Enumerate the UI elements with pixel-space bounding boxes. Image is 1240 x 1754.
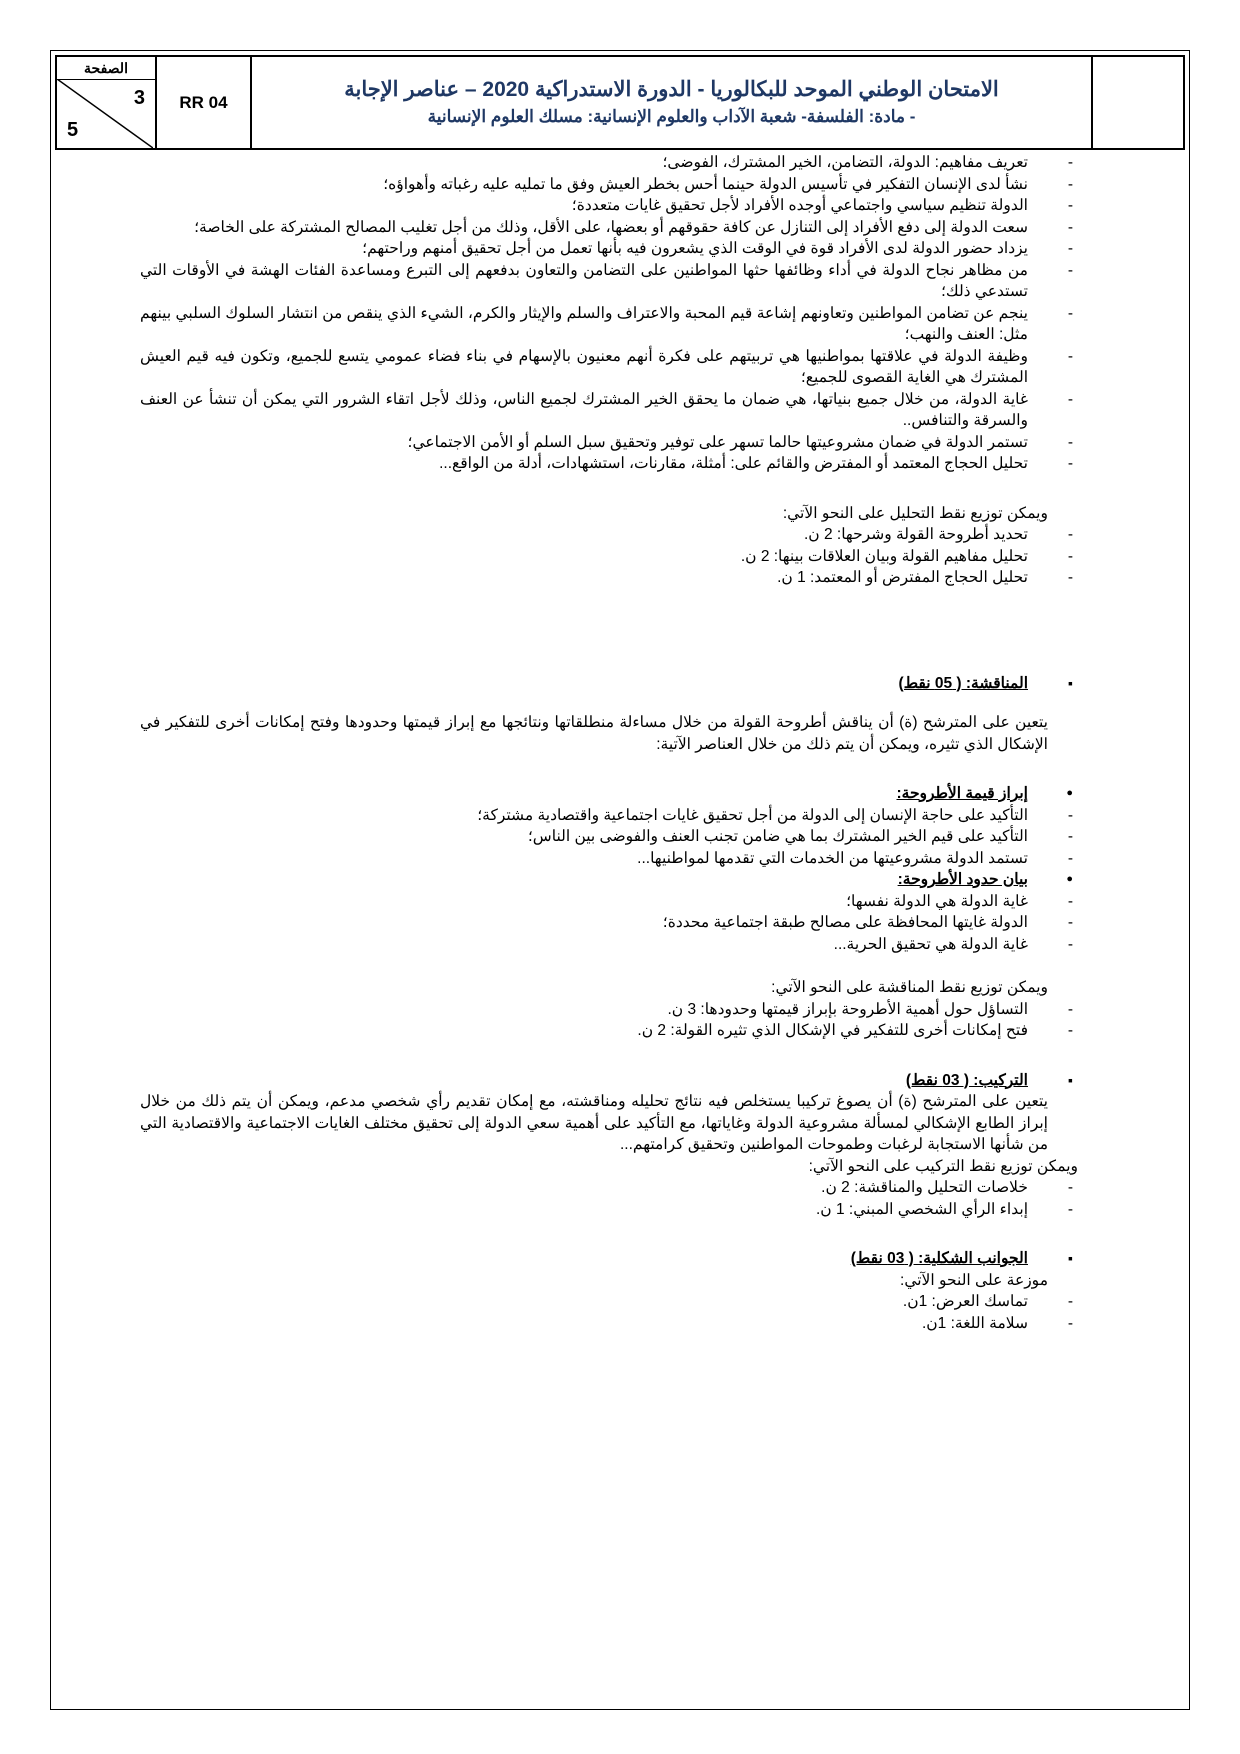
list-item: - يزداد حضور الدولة لدى الأفراد قوة في الوقت الذي يشعرون فيه بأنها تعمل من أجل تحقيق أمنهم وراحتهم؛ [140,238,1078,260]
list-item: - تحليل الحجاج المعتمد أو المفترض والقائم على: أمثلة، مقارنات، استشهادات، أدلة من الواقع... [140,453,1078,475]
synthesis-distribution-list [140,1177,1078,1220]
list-item: - من مظاهر نجاح الدولة في أداء وظائفها حثها المواطنين على التضامن والتعاون بدفعهم إلى التبرع ومساعدة الفئات الهشة في الأوقات التي تستدعي ذلك؛ [140,260,1078,303]
limits-list [140,891,1078,956]
exam-title: الامتحان الوطني الموحد للبكالوريا - الدورة الاستدراكية 2020 – عناصر الإجابة [344,77,999,101]
list-item: - وظيفة الدولة في علاقتها بمواطنيها هي تربيتهم على فكرة أنهم معنيون بالإسهام في بناء فضاء عمومي يتسع للجميع، وتكون فيه قيم العيش المشترك هي الغاية القصوى للجميع؛ [140,346,1078,389]
list-item: - تحليل الحجاج المفترض أو المعتمد: 1 ن. [140,567,1078,589]
list-item: - الدولة تنظيم سياسي واجتماعي أوجده الأفراد لأجل تحقيق غايات متعددة؛ [140,195,1078,217]
discussion-intro: يتعين على المترشح (ة) أن يناقش أطروحة القولة من خلال مساءلة منطلقاتها ونتائجها مع إبراز قيمتها وحدودها وفتح إمكانات أخرى للتفكير في الإشكال الذي تثيره، ويمكن أن يتم ذلك من خلال العناصر الآتية: [140,714,1048,753]
list-item: - التأكيد على قيم الخير المشترك بما هي ضامن تجنب العنف والفوضى بين الناس؛ [140,826,1078,848]
list-item: - غاية الدولة، من خلال جميع بنياتها، هي ضمان ما يحقق الخير المشترك لجميع الناس، وذلك لأجل اتقاء الشرور التي يمكن أن تنشأ عن العنف والسرقة والتنافس.. [140,389,1078,432]
list-item: - تستمد الدولة مشروعيتها من الخدمات التي تقدمها لمواطنيها... [140,848,1078,870]
analysis-list [140,152,1078,475]
exam-title-cell [252,57,1093,148]
list-item: - الدولة غايتها المحافظة على مصالح طبقة اجتماعية محددة؛ [140,912,1078,934]
list-item: - التأكيد على حاجة الإنسان إلى الدولة من أجل تحقيق غايات اجتماعية واقتصادية مشتركة؛ [140,805,1078,827]
exam-subtitle: - مادة: الفلسفة- شعبة الآداب والعلوم الإنسانية: مسلك العلوم الإنسانية [427,106,916,126]
list-item: - فتح إمكانات أخرى للتفكير في الإشكال الذي تثيره القولة: 2 ن. [140,1020,1078,1042]
list-item: - التساؤل حول أهمية الأطروحة بإبراز قيمتها وحدودها: 3 ن. [140,999,1078,1021]
discussion-heading: ▪ المناقشة: ( 05 نقط) [140,673,1078,695]
list-item: - غاية الدولة هي تحقيق الحرية... [140,934,1078,956]
synthesis-heading: ▪ التركيب: ( 03 نقط) [140,1070,1078,1092]
formal-heading: ▪ الجوانب الشكلية: ( 03 نقط) [140,1248,1078,1270]
total-pages: 5 [67,119,79,141]
list-item: - سلامة اللغة: 1ن. [140,1313,1078,1335]
list-item: - تحديد أطروحة القولة وشرحها: 2 ن. [140,524,1078,546]
analysis-distribution-intro: ويمكن توزيع نقط التحليل على النحو الآتي: [782,504,1048,522]
list-item: - تعريف مفاهيم: الدولة، التضامن، الخير المشترك، الفوضى؛ [140,152,1078,174]
page-number-cell [57,57,157,148]
list-item: - غاية الدولة هي الدولة نفسها؛ [140,891,1078,913]
synthesis-text: يتعين على المترشح (ة) أن يصوغ تركيبا يستخلص فيه نتائج تحليله ومناقشته، مع إمكان تقديم رأي شخصي مدعم، ويمكن أن يتم ذلك من خلال إبراز الطابع الإشكالي لمسألة مشروعية الدولة وغاياتها، مع التأكيد على أهمية سعي الدولة إلى تحقيق مختلف الغايات الاجتماعية والاقتصادية التي من شأنها الاستجابة لرغبات وطموحات المواطنين وتحقيق كرامتهم... [140,1093,1048,1153]
header-table [55,55,1185,150]
formal-list [140,1291,1078,1334]
discussion-distribution-list [140,999,1078,1042]
value-heading: ● إبراز قيمة الأطروحة: [140,783,1078,805]
page-label: الصفحة [57,57,155,80]
list-item: - إبداء الرأي الشخصي المبني: 1 ن. [140,1199,1078,1221]
list-item: - تماسك العرض: 1ن. [140,1291,1078,1313]
list-item: - سعت الدولة إلى دفع الأفراد إلى التنازل عن كافة حقوقهم أو بعضها، على الأقل، وذلك من أجل تغليب المصالح المشتركة على الخاصة؛ [140,217,1078,239]
exam-code: RR 04 [157,57,252,148]
list-item: - تحليل مفاهيم القولة وبيان العلاقات بينها: 2 ن. [140,546,1078,568]
limits-heading: ● بيان حدود الأطروحة: [140,869,1078,891]
list-item: - ينجم عن تضامن المواطنين وتعاونهم إشاعة قيم المحبة والاعتراف والسلم والإيثار والكرم، الشيء الذي ينقص من انتشار السلوك السلبي بينهم مثل: العنف والنهب؛ [140,303,1078,346]
list-item: - تستمر الدولة في ضمان مشروعيتها حالما تسهر على توفير وتحقيق سبل السلم أو الأمن الاجتماعي؛ [140,432,1078,454]
synthesis-distribution-intro: ويمكن توزيع نقط التركيب على النحو الآتي: [808,1157,1078,1175]
blank-cell [1093,57,1183,148]
list-item: - خلاصات التحليل والمناقشة: 2 ن. [140,1177,1078,1199]
discussion-distribution-intro: ويمكن توزيع نقط المناقشة على النحو الآتي: [771,979,1048,996]
value-list [140,805,1078,870]
list-item: - نشأ لدى الإنسان التفكير في تأسيس الدولة حينما أحس بخطر العيش وفق ما تمليه عليه رغباته وأهواؤه؛ [140,174,1078,196]
page-number: 3 [133,87,145,109]
formal-intro: موزعة على النحو الآتي: [900,1271,1048,1289]
analysis-distribution-list [140,524,1078,589]
answer-content [140,152,1078,1334]
